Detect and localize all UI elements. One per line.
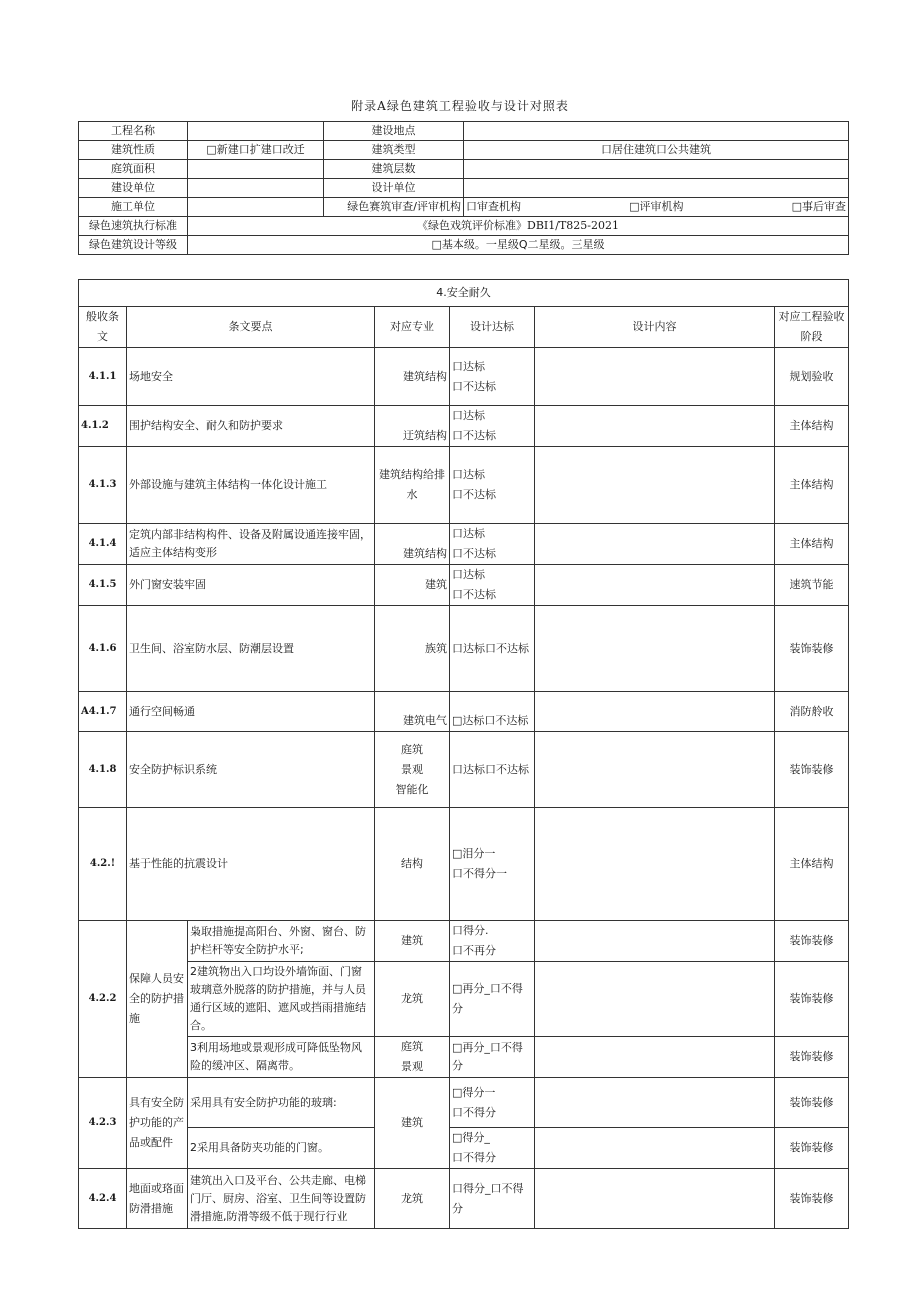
- clause-stage: 装饰装修: [775, 1128, 849, 1169]
- target-option[interactable]: 口达标口不达标: [452, 641, 529, 655]
- clause-stage: 消防舲收: [775, 692, 849, 732]
- target-option[interactable]: □得分一: [452, 1085, 496, 1099]
- clause-point: 围护结构安全、耐久和防护要求: [127, 406, 375, 447]
- header-stage: 对应工程验收阶段: [775, 307, 849, 348]
- clause-point: 场地安全: [127, 348, 375, 406]
- clause-discipline: 建筑: [375, 921, 450, 962]
- target-option[interactable]: 口不达标: [452, 379, 496, 393]
- clause-stage: 装饰装修: [775, 606, 849, 692]
- discipline-line: 景观: [401, 762, 423, 776]
- clause-target: [450, 921, 535, 962]
- constructor-value[interactable]: [188, 198, 324, 217]
- clause-number: 4.1.8: [79, 732, 127, 808]
- table-row: [79, 732, 849, 808]
- page-title: 附录A绿色建筑工程验收与设计对照表: [351, 99, 569, 113]
- clause-discipline: [375, 732, 450, 808]
- type-label: 建筑类型: [324, 141, 464, 160]
- table-row: [79, 565, 849, 606]
- target-option[interactable]: 口达标: [452, 468, 485, 481]
- target-option[interactable]: 口达标: [452, 409, 485, 422]
- target-option[interactable]: 口不得分: [452, 1105, 496, 1119]
- clause-stage: 装饰装修: [775, 1078, 849, 1128]
- clause-discipline: 建筑结构: [375, 524, 450, 565]
- clause-target: [450, 1037, 535, 1078]
- discipline-line: 智能化: [395, 782, 429, 796]
- clause-discipline: 龙筑: [375, 962, 450, 1037]
- clause-discipline: 建筑电气: [375, 692, 450, 732]
- clause-discipline: 迂筑结构: [375, 406, 450, 447]
- clause-stage: 装饰装修: [775, 732, 849, 808]
- review-option-review-agency[interactable]: 口审查机构: [466, 200, 521, 213]
- clause-stage: 装饰装修: [775, 962, 849, 1037]
- clause-target: [450, 1128, 535, 1169]
- clause-target: [450, 692, 535, 732]
- discipline-line: 景观: [401, 1060, 423, 1073]
- design-content-cell[interactable]: [535, 524, 775, 565]
- area-value[interactable]: [188, 160, 324, 179]
- project-name-label: 工程名称: [79, 122, 188, 141]
- design-content-cell[interactable]: [535, 962, 775, 1037]
- clause-number: 4.2.2: [79, 921, 127, 1078]
- builder-value[interactable]: [188, 179, 324, 198]
- clause-point: 安全防护标识系统: [127, 732, 375, 808]
- builder-label: 建设单位: [79, 179, 188, 198]
- designer-label: 设计单位: [324, 179, 464, 198]
- target-option[interactable]: □再分_口不得分: [452, 982, 523, 1015]
- design-content-cell[interactable]: [535, 692, 775, 732]
- clause-target: [450, 1169, 535, 1229]
- clause-point: 卫生间、浴室防水层、防潮层设置: [127, 606, 375, 692]
- design-content-cell[interactable]: [535, 808, 775, 921]
- clause-point: 基于性能的抗震设计: [127, 808, 375, 921]
- clause-point: 定筑内部非结构构件、设备及附属设通连接牢固，适应主体结构变形: [127, 524, 375, 565]
- clause-number: 4.2.3: [79, 1078, 127, 1169]
- floors-label: 建筑层数: [324, 160, 464, 179]
- table-row: [79, 692, 849, 732]
- clause-target: [450, 406, 535, 447]
- header-no: 般收条文: [79, 307, 127, 348]
- clause-sub-point: 2采用具备防夹功能的门窗。: [188, 1128, 375, 1169]
- design-content-cell[interactable]: [535, 447, 775, 524]
- clause-discipline: 结构: [375, 808, 450, 921]
- clause-point: 外门窗安装牢固: [127, 565, 375, 606]
- table-row: [79, 808, 849, 921]
- target-option[interactable]: □泪分一: [452, 847, 496, 860]
- clause-discipline: 建筑结构给排水: [375, 447, 450, 524]
- review-options: [464, 198, 849, 217]
- target-option[interactable]: 口不达标: [452, 547, 496, 560]
- standard-value: 《绿色戏筑评价标准》DBI1/T825-2021: [188, 217, 849, 236]
- clause-number: 4.1.1: [79, 348, 127, 406]
- clause-target: [450, 962, 535, 1037]
- grade-label: 绿色建筑设计等级: [79, 236, 188, 255]
- discipline-line: 庭筑: [401, 1040, 423, 1053]
- clause-number: 4.2.4: [79, 1169, 127, 1229]
- header-points: 条文要点: [127, 307, 375, 348]
- section-title: 4.安全耐久: [79, 280, 849, 307]
- target-option[interactable]: 口不得分一: [452, 867, 507, 880]
- project-info-table: [78, 121, 849, 255]
- nature-value[interactable]: □新建口扩建口改迁: [188, 141, 324, 160]
- header-discipline: 对应专业: [375, 307, 450, 348]
- table-row: [79, 1078, 849, 1128]
- target-option[interactable]: 口得分.: [452, 924, 489, 937]
- table-row: [79, 1169, 849, 1229]
- design-content-cell[interactable]: [535, 1128, 775, 1169]
- clause-discipline: 建筑结构: [375, 348, 450, 406]
- clause-sub-point: 建筑出入口及平台、公共走廊、电梯门厅、厨房、浴室、卫生间等设置防滑措施,防滑等级不低于现行行业: [188, 1169, 375, 1229]
- area-label: 庭筑面积: [79, 160, 188, 179]
- constructor-label: 施工单位: [79, 198, 188, 217]
- location-label: 建设地点: [324, 122, 464, 141]
- clause-point: 外部设施与建筑主体结构一体化设计施工: [127, 447, 375, 524]
- target-option[interactable]: 口得分_口不得分: [452, 1181, 524, 1215]
- nature-label: 建筑性质: [79, 141, 188, 160]
- clause-target: [450, 606, 535, 692]
- clause-target: [450, 808, 535, 921]
- table-row: [79, 1128, 849, 1169]
- grade-value[interactable]: □基本级。一星级Q二星级。三星级: [188, 236, 849, 255]
- design-content-cell[interactable]: [535, 921, 775, 962]
- clause-stage: 装饰装修: [775, 1169, 849, 1229]
- clause-number: 4.1.2: [79, 406, 127, 447]
- target-option[interactable]: 口达标: [452, 527, 485, 540]
- clause-sub-point: 2建筑物出入口均设外墙饰面、门窗玻璃意外脱落的防护措施，并与人员通行区域的遮阳、遮风或挡雨措施结合。: [188, 962, 375, 1037]
- target-option[interactable]: 口达标: [452, 568, 485, 581]
- standard-label: 绿色速筑执行标准: [79, 217, 188, 236]
- floors-value[interactable]: [464, 160, 849, 179]
- target-option[interactable]: □达标口不达标: [452, 714, 529, 727]
- clause-group-title: 具有安全防护功能的产品或配件: [127, 1078, 188, 1169]
- table-row: [79, 406, 849, 447]
- clause-discipline: 龙筑: [375, 1169, 450, 1229]
- clause-number: 4.2.!: [79, 808, 127, 921]
- review-option-post-review[interactable]: □事后审查: [791, 200, 846, 213]
- design-content-cell[interactable]: [535, 1037, 775, 1078]
- clause-stage: 主体结构: [775, 808, 849, 921]
- design-content-cell[interactable]: [535, 565, 775, 606]
- header-content: 设计内容: [535, 307, 775, 348]
- target-option[interactable]: 口不达标: [452, 488, 496, 501]
- clause-point: 通行空间畅通: [127, 692, 375, 732]
- clause-target: [450, 1078, 535, 1128]
- target-option[interactable]: 口达标口不达标: [452, 762, 529, 776]
- design-content-cell[interactable]: [535, 348, 775, 406]
- target-option[interactable]: □再分_口不得分: [452, 1041, 523, 1072]
- clause-target: [450, 348, 535, 406]
- clause-sub-point: 3利用场地或景观形成可降低坠物风险的缓冲区、隔离带。: [188, 1037, 375, 1078]
- table-row: [79, 921, 849, 962]
- clause-group-title: 地面或珞面防滑措施: [127, 1169, 188, 1229]
- clause-stage: 装饰装修: [775, 1037, 849, 1078]
- clause-group-title: 保障人员安全的防护措施: [127, 921, 188, 1078]
- table-row: [79, 524, 849, 565]
- target-option[interactable]: □得分_: [452, 1131, 490, 1144]
- target-option[interactable]: 口不达标: [452, 588, 496, 601]
- target-option[interactable]: 口不达标: [452, 429, 496, 442]
- designer-value[interactable]: [464, 179, 849, 198]
- clause-stage: 规划验收: [775, 348, 849, 406]
- table-row: [79, 962, 849, 1037]
- clause-stage: 主体结构: [775, 406, 849, 447]
- clause-discipline: [375, 1037, 450, 1078]
- clause-stage: 装饰装修: [775, 921, 849, 962]
- target-option[interactable]: 口不得分: [452, 1151, 496, 1164]
- table-row: [79, 606, 849, 692]
- clause-number: 4.1.5: [79, 565, 127, 606]
- header-target: 设计达标: [450, 307, 535, 348]
- discipline-line: 庭筑: [401, 742, 423, 756]
- clause-number: 4.1.4: [79, 524, 127, 565]
- target-option[interactable]: 口达标: [452, 359, 485, 373]
- clause-stage: 主体结构: [775, 524, 849, 565]
- acceptance-items-table: [78, 279, 849, 1229]
- clause-target: [450, 732, 535, 808]
- design-content-cell[interactable]: [535, 1078, 775, 1128]
- clause-target: [450, 565, 535, 606]
- table-row: [79, 1037, 849, 1078]
- design-content-cell[interactable]: [535, 732, 775, 808]
- clause-target: [450, 524, 535, 565]
- location-value[interactable]: [464, 122, 849, 141]
- clause-discipline: 建筑: [375, 1078, 450, 1169]
- clause-discipline: 建筑: [375, 565, 450, 606]
- clause-stage: 主体结构: [775, 447, 849, 524]
- clause-sub-point: 采用具有安全防护功能的玻璃:: [188, 1078, 375, 1128]
- clause-number: 4.1.6: [79, 606, 127, 692]
- table-row: [79, 348, 849, 406]
- clause-stage: 速筑节能: [775, 565, 849, 606]
- table-row: [79, 447, 849, 524]
- review-label: 绿色赛筑审查/评审机构: [324, 198, 464, 217]
- review-option-evaluation-agency[interactable]: □评审机构: [629, 200, 684, 213]
- clause-number: A4.1.7: [79, 692, 127, 732]
- clause-sub-point: 枭取措施提高阳台、外窗、窗台、防护栏杆等安全防护水平;: [188, 921, 375, 962]
- clause-number: 4.1.3: [79, 447, 127, 524]
- project-name-value[interactable]: [188, 122, 324, 141]
- clause-target: [450, 447, 535, 524]
- type-value[interactable]: 口居住建筑口公共建筑: [464, 141, 849, 160]
- design-content-cell[interactable]: [535, 406, 775, 447]
- design-content-cell[interactable]: [535, 1169, 775, 1229]
- target-option[interactable]: 口不再分: [452, 944, 496, 957]
- design-content-cell[interactable]: [535, 606, 775, 692]
- clause-discipline: 族筑: [375, 606, 450, 692]
